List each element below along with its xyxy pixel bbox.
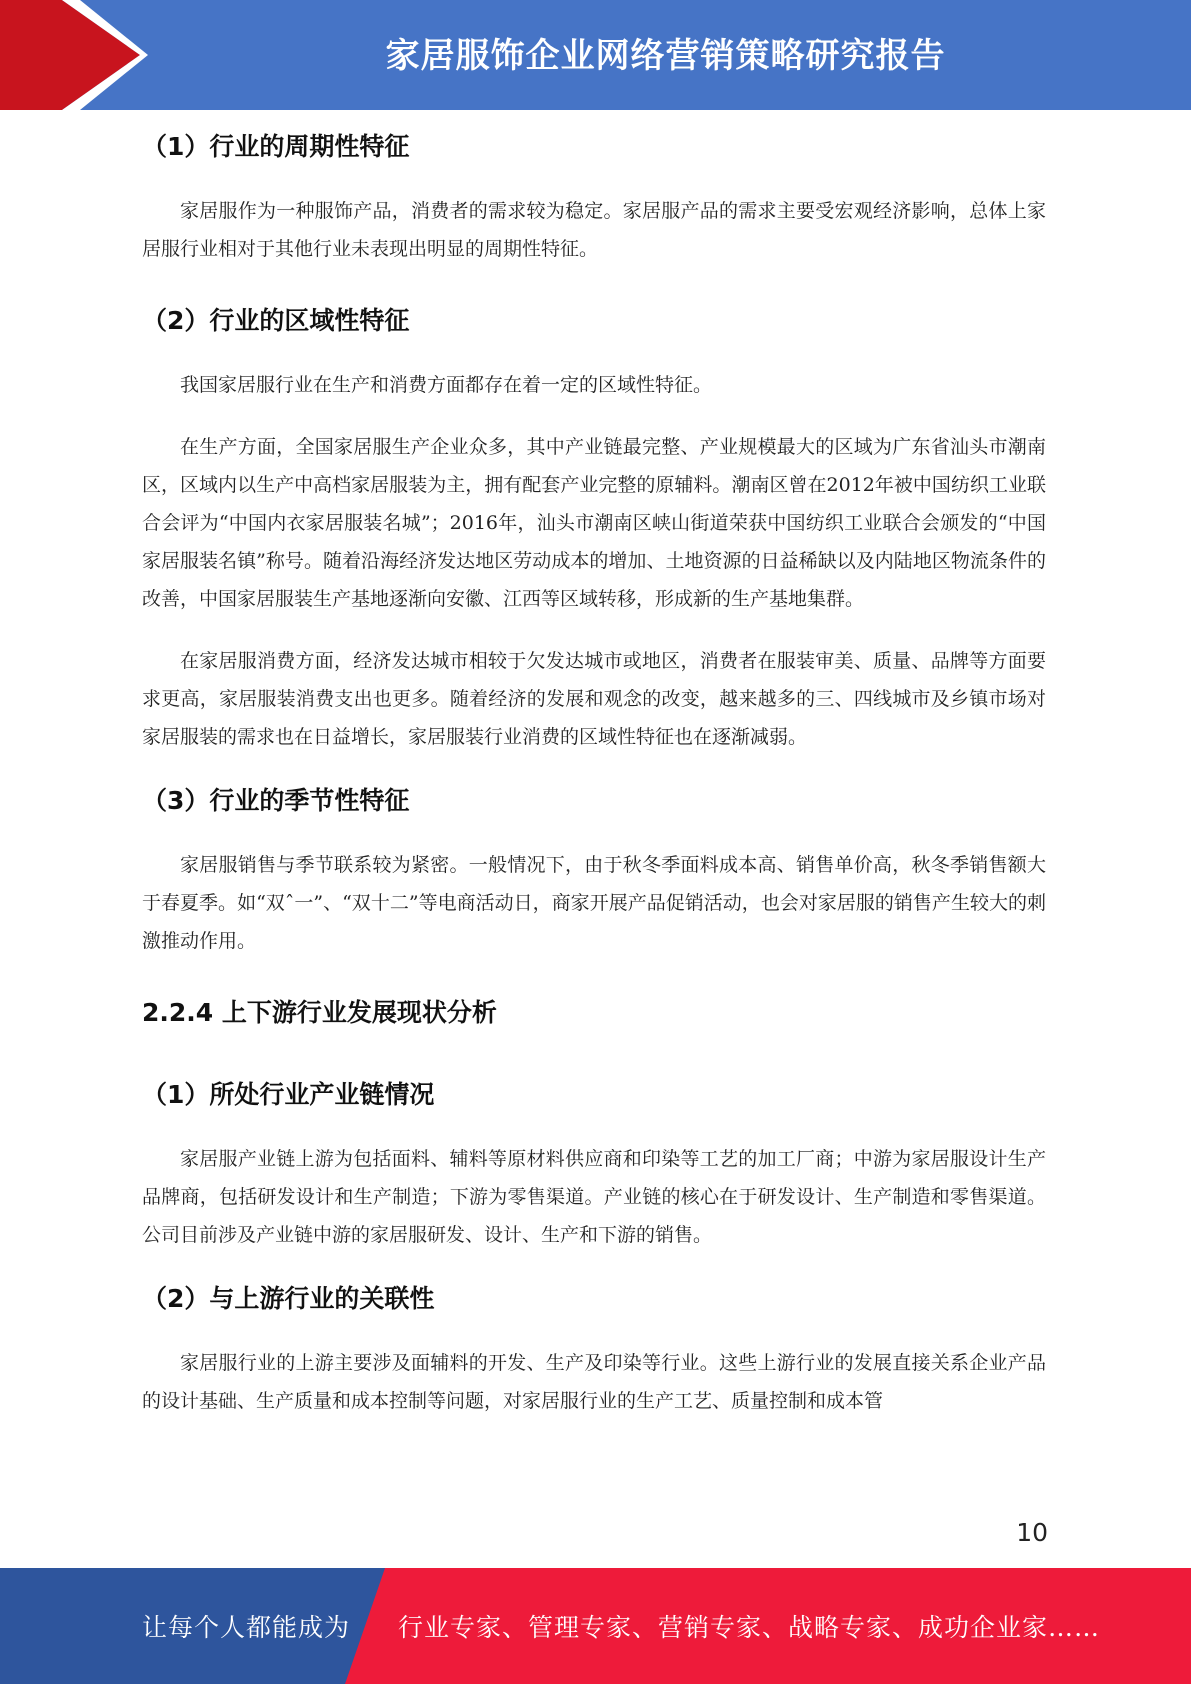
paragraph: 我国家居服行业在生产和消费方面都存在着一定的区域性特征。 (180, 374, 713, 396)
page-footer (0, 1568, 1191, 1684)
section-heading-seasonal: （3）行业的季节性特征 (142, 786, 410, 815)
report-title: 家居服饰企业网络营销策略研究报告 (385, 35, 946, 76)
paragraph: 家居服销售与季节联系较为紧密。一般情况下，由于秋冬季面料成本高、销售单价高，秋冬季销售额大于春夏季。如“双ˆ一”、“双十二”等电商活动日，商家开展产品促销活动，也会对家居服的销售产生较大的刺激推动作用。 (142, 854, 1046, 952)
paragraph: 在家居服消费方面，经济发达城市相较于欠发达城市或地区，消费者在服装审美、质量、品牌等方面要求更高，家居服装消费支出也更多。随着经济的发展和观念的改变，越来越多的三、四线城市及乡镇市场对家居服装的需求也在日益增长，家居服装行业消费的区域性特征也在逐渐减弱。 (142, 650, 1046, 748)
section-heading-cyclical: （1）行业的周期性特征 (142, 132, 410, 161)
paragraph: 家居服行业的上游主要涉及面辅料的开发、生产及印染等行业。这些上游行业的发展直接关系企业产品的设计基础、生产质量和成本控制等问题，对家居服行业的生产工艺、质量控制和成本管 (142, 1352, 1046, 1412)
section-heading-upstream-downstream: 2.2.4 上下游行业发展现状分析 (142, 998, 497, 1027)
header-red-chevron (0, 0, 140, 110)
section-heading-regional: （2）行业的区域性特征 (142, 306, 410, 335)
report-body (142, 118, 1046, 1420)
page-header (0, 0, 1191, 110)
paragraph: 家居服产业链上游为包括面料、辅料等原材料供应商和印染等工艺的加工厂商；中游为家居服设计生产品牌商，包括研发设计和生产制造；下游为零售渠道。产业链的核心在于研发设计、生产制造和零售渠道。公司目前涉及产业链中游的家居服研发、设计、生产和下游的销售。 (142, 1148, 1046, 1246)
footer-slogan-left: 让每个人都能成为 (142, 1613, 351, 1642)
paragraph: 家居服作为一种服饰产品，消费者的需求较为稳定。家居服产品的需求主要受宏观经济影响，总体上家居服行业相对于其他行业未表现出明显的周期性特征。 (142, 200, 1046, 260)
page-number: 10 (1016, 1518, 1048, 1547)
section-heading-industry-chain: （1）所处行业产业链情况 (142, 1080, 435, 1109)
section-heading-upstream-relation: （2）与上游行业的关联性 (142, 1284, 435, 1313)
paragraph: 在生产方面，全国家居服生产企业众多，其中产业链最完整、产业规模最大的区域为广东省汕头市潮南区，区域内以生产中高档家居服装为主，拥有配套产业完整的原辅料。潮南区曾在2012年被中国纺织工业联合会评为“中国内衣家居服装名城”；2016年，汕头市潮南区峡山街道荣获中国纺织工业联合会颁发的“中国家居服装名镇”称号。随着沿海经济发达地区劳动成本的增加、土地资源的日益稀缺以及内陆地区物流条件的改善，中国家居服装生产基地逐渐向安徽、江西等区域转移，形成新的生产基地集群。 (142, 436, 1046, 610)
footer-slogan-right: 行业专家、管理专家、营销专家、战略专家、成功企业家…… (398, 1613, 1101, 1642)
